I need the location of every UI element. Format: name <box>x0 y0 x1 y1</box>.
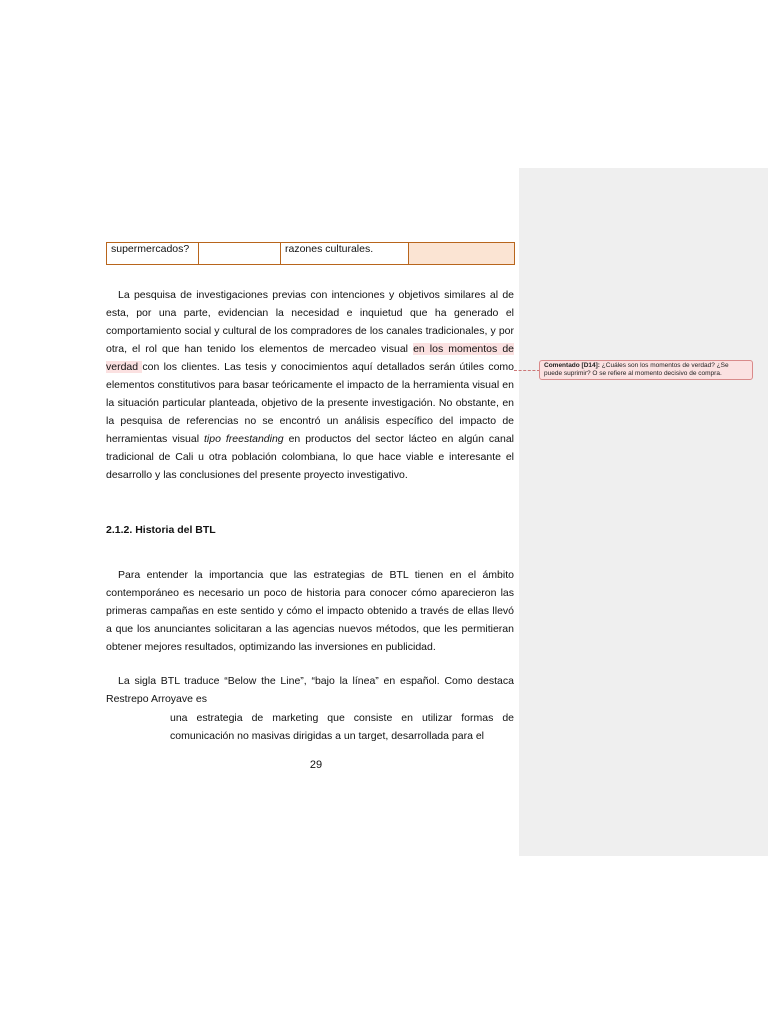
block-quote: una estrategia de marketing que consiste en utilizar formas de comunicación no masivas dirigidas a un target, desarrollada para el <box>170 712 514 742</box>
para1-text-end: en productos del sector lácteo en algún canal tradicional de Cali u otra población colombiana, lo que hace viable e interesante el desarrollo y las conclusiones del presente proyecto investigativo. <box>106 433 514 481</box>
comment-pane <box>519 168 768 856</box>
table-cell: supermercados? <box>107 243 199 265</box>
paragraph-btl-history: Para entender la importancia que las estrategias de BTL tienen en el ámbito contemporáneo es necesario un poco de historia para conocer cómo aparecieron las primeras campañas en este sentido y cómo el impacto obtenido a través de ellas llevó a que los anunciantes solicitaran a las agencias nuevos métodos, que les permitieran obtener mejores resultados, optimizando las inversiones en publicidad. <box>106 569 514 653</box>
italic-term: tipo freestanding <box>204 433 284 445</box>
table-row <box>107 243 515 265</box>
comment-text: ¿Cuáles son los momentos de verdad? ¿Se puede suprimir? O se refiere al momento decisivo de compra. <box>544 362 729 377</box>
para1-text-continued: con los clientes. Las tesis y conocimientos aquí detallados serán útiles como elementos constitutivos para basar teóricamente el impacto de la herramienta visual en la situación particular planteada, objetivo de la presente investigación. No obstante, en la pesquisa de referencias no se encontró un análisis específico del impacto de herramientas visual <box>106 361 514 445</box>
table-fragment <box>106 242 515 265</box>
comment-author: Comentado [D14]: <box>544 362 600 369</box>
paragraph-previous-research <box>106 286 514 484</box>
para1-text: La pesquisa de investigaciones previas con intenciones y objetivos similares al de esta, por una parte, evidencian la necesidad e inquietud que ha generado el comportamiento social y cultural de los compradores de los canales tradicionales, y por otra, el rol que han tenido los elementos de mercadeo visual <box>106 289 514 355</box>
table-cell: razones culturales. <box>281 243 409 265</box>
table-cell <box>199 243 281 265</box>
commented-text-highlight[interactable]: en los momentos de verdad <box>106 343 514 373</box>
comment-balloon[interactable] <box>539 360 753 380</box>
table-cell-shaded <box>409 243 515 265</box>
page-number: 29 <box>309 759 323 771</box>
comment-connector-line <box>514 370 540 372</box>
paragraph-btl-definition: La sigla BTL traduce “Below the Line”, “bajo la línea” en español. Como destaca Restrepo Arroyave es <box>106 675 514 705</box>
section-heading: 2.1.2. Historia del BTL <box>106 524 216 536</box>
